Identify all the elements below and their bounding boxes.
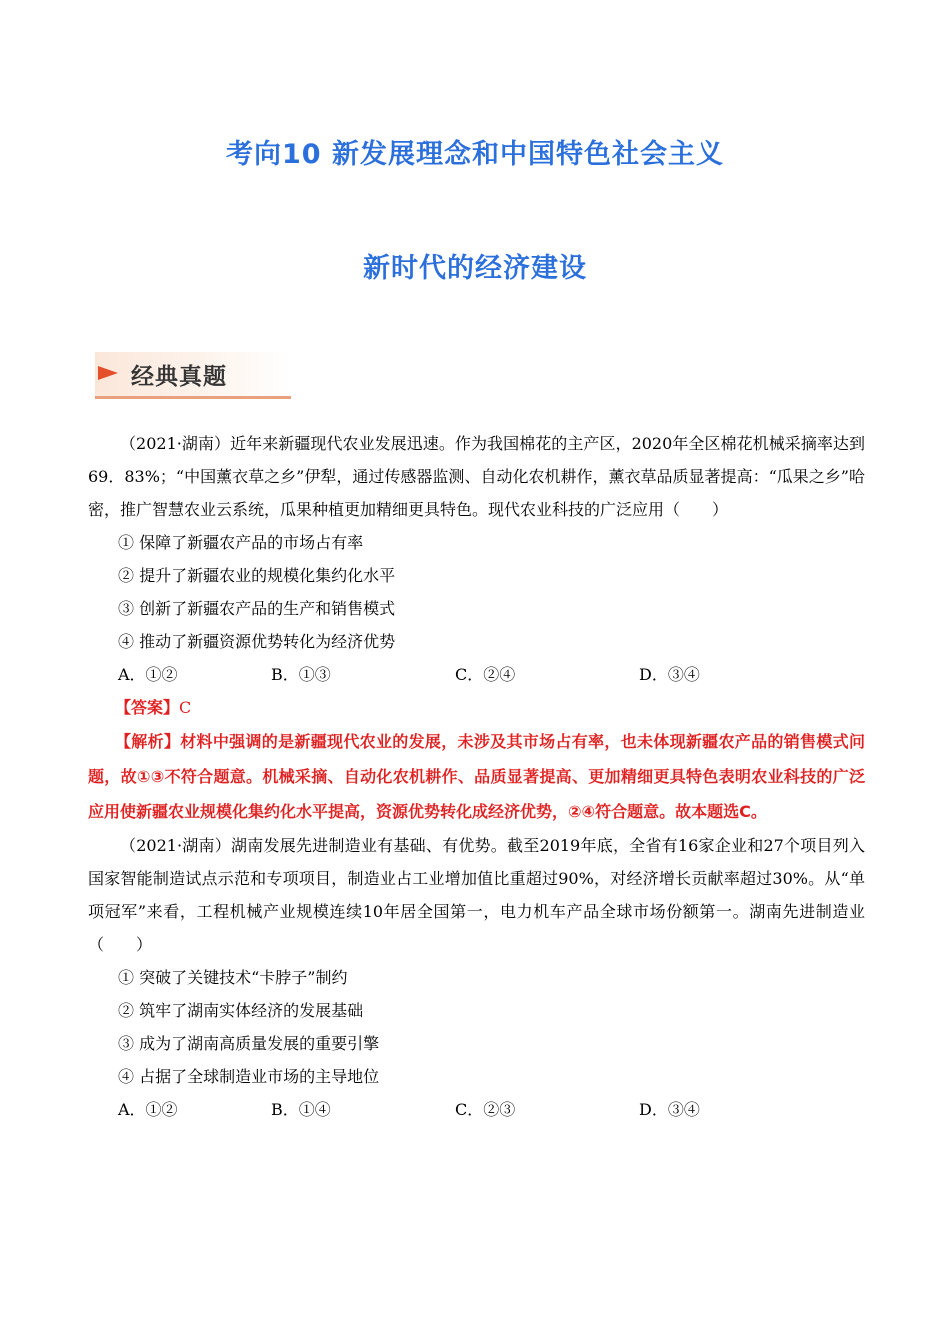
- question-1-option-3: ③ 创新了新疆农产品的生产和销售模式: [118, 599, 396, 618]
- question-2-option-4: ④ 占据了全球制造业市场的主导地位: [118, 1067, 380, 1086]
- question-1-option-1: ① 保障了新疆农产品的市场占有率: [118, 533, 364, 552]
- question-1-choice-a: A．①②: [118, 665, 178, 684]
- question-1-choice-d: D．③④: [639, 665, 700, 684]
- answer-value: C: [179, 698, 192, 717]
- question-1-option-2: ② 提升了新疆农业的规模化集约化水平: [118, 566, 396, 585]
- question-2-choices: [88, 1093, 865, 1126]
- arrow-right-icon: [98, 366, 118, 380]
- question-1-stem: （2021·湖南）近年来新疆现代农业发展迅速。作为我国棉花的主产区，2020年全区棉花机械采摘率达到69．83%；“中国薰衣草之乡”伊犁，通过传感器监测、自动化农机耕作，薰衣草品质显著提高：“瓜果之乡”哈密，推广智慧农业云系统，瓜果种植更加精细更具特色。现代农业科技的广泛应用（ ）: [88, 434, 865, 519]
- document-body: [88, 427, 865, 1126]
- analysis-tag: 【解析】: [115, 732, 181, 751]
- section-label: 经典真题: [131, 364, 227, 390]
- question-2-option-2: ② 筑牢了湖南实体经济的发展基础: [118, 1001, 364, 1020]
- analysis-text: 材料中强调的是新疆现代农业的发展，未涉及其市场占有率，也未体现新疆农产品的销售模式问题，故①③不符合题意。机械采摘、自动化农机耕作、品质显著提高、更加精细更具特色表明农业科技的广泛应用使新疆农业规模化集约化水平提高，资源优势转化成经济优势，②④符合题意。故本题选C。: [88, 732, 865, 821]
- question-2-choice-b: B．①④: [271, 1100, 331, 1119]
- question-1-analysis: [88, 724, 865, 829]
- question-2-choice-a: A．①②: [118, 1100, 178, 1119]
- section-banner: [95, 352, 291, 399]
- answer-tag: 【答案】: [115, 698, 180, 717]
- question-1-choices: [88, 658, 865, 691]
- question-1-choice-c: C．②④: [455, 665, 516, 684]
- question-1-option-4: ④ 推动了新疆资源优势转化为经济优势: [118, 632, 396, 651]
- question-1-answer: [88, 691, 865, 724]
- page-title-line-1: 考向10 新发展理念和中国特色社会主义: [226, 139, 724, 170]
- page-title-line-2: 新时代的经济建设: [363, 253, 587, 284]
- question-2-choice-c: C．②③: [455, 1100, 516, 1119]
- question-2-option-1: ① 突破了关键技术“卡脖子”制约: [118, 968, 348, 987]
- question-1-choice-b: B．①③: [271, 665, 331, 684]
- question-2-choice-d: D．③④: [639, 1100, 700, 1119]
- question-2-option-3: ③ 成为了湖南高质量发展的重要引擎: [118, 1034, 380, 1053]
- question-2-stem: （2021·湖南）湖南发展先进制造业有基础、有优势。截至2019年底，全省有16家企业和27个项目列入国家智能制造试点示范和专项项目，制造业占工业增加值比重超过90%，对经济增长贡献率超过30%。从“单项冠军”来看，工程机械产业规模连续10年居全国第一，电力机车产品全球市场份额第一。湖南先进制造业（ ）: [88, 836, 865, 954]
